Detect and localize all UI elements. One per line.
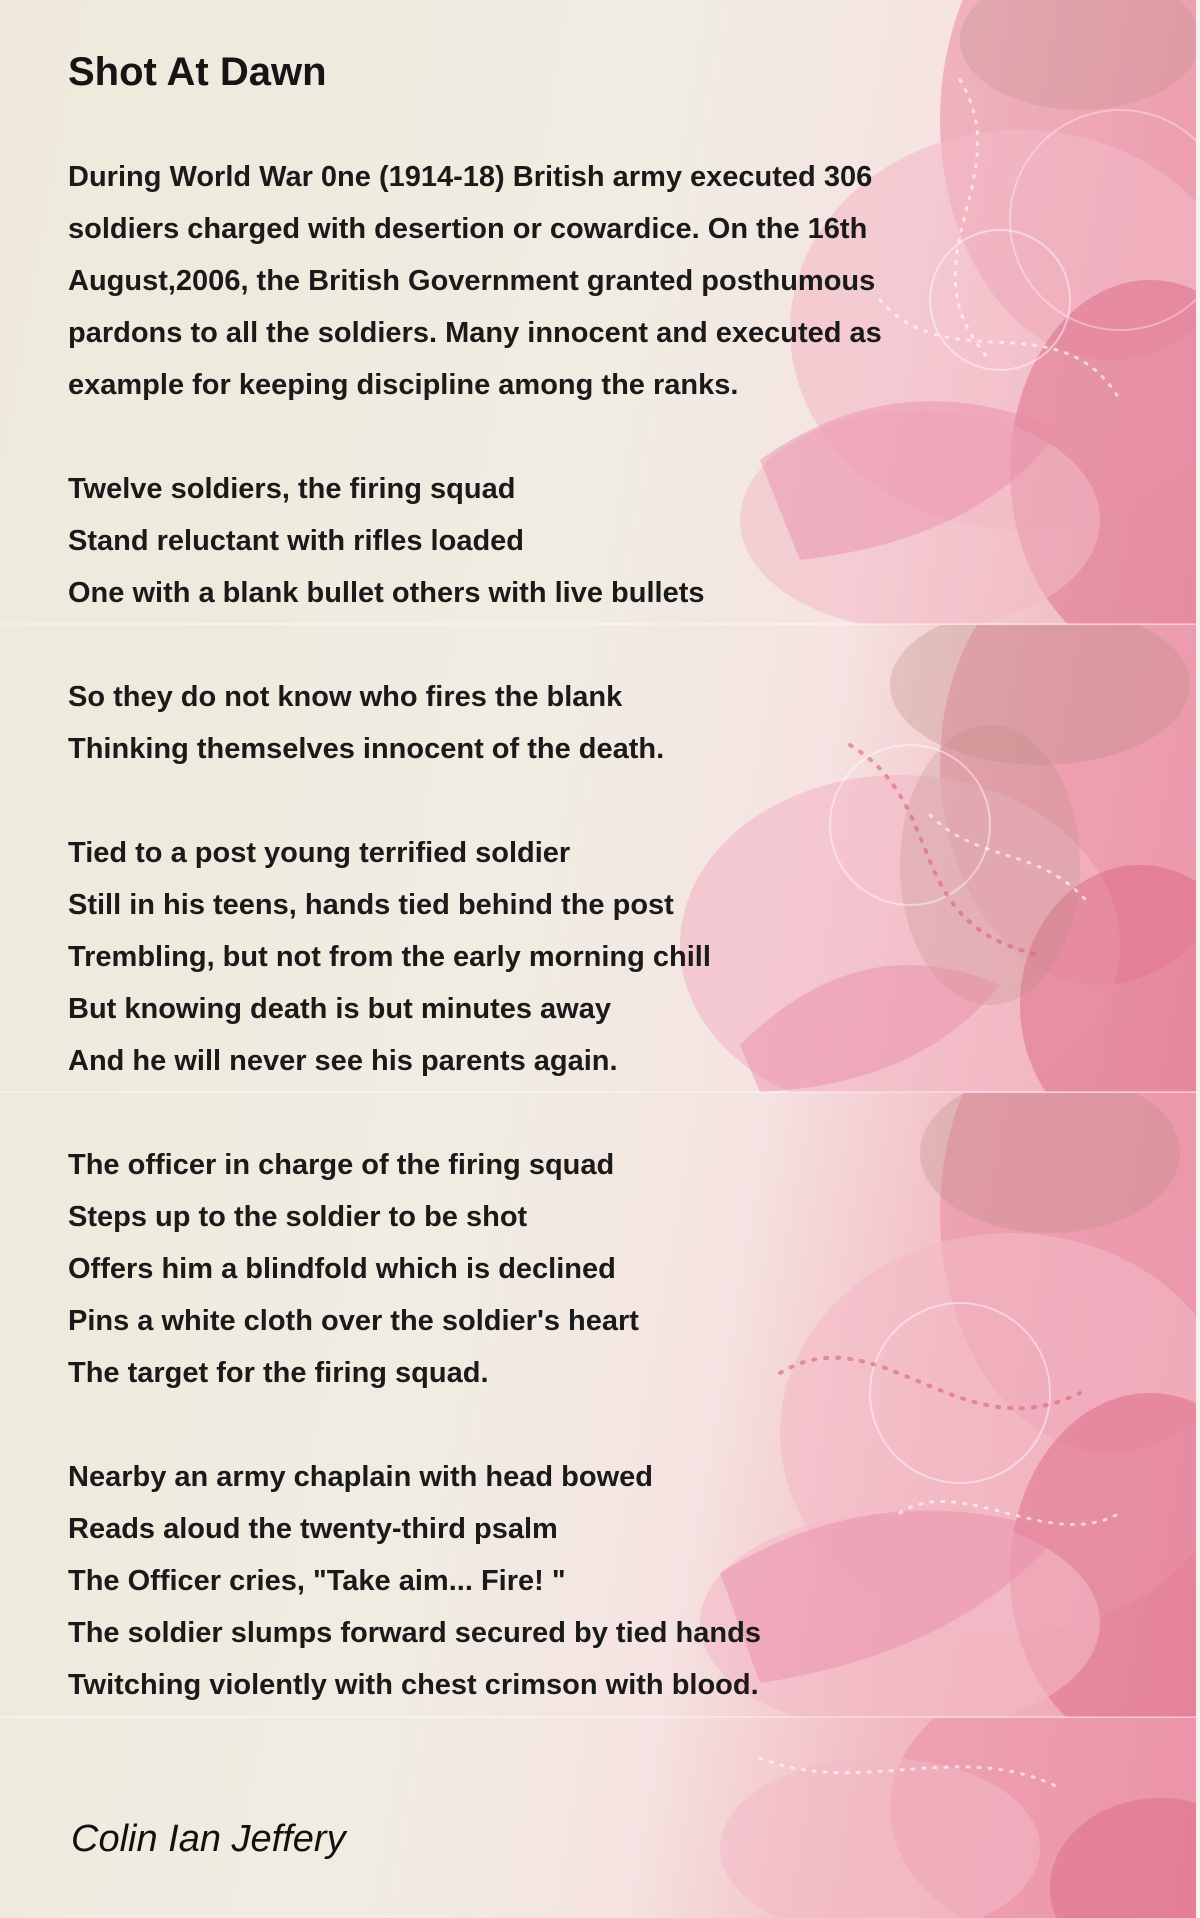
- poem-line: pardons to all the soldiers. Many innocent and executed as: [68, 317, 882, 349]
- poem-line: Pins a white cloth over the soldier's heart: [68, 1305, 639, 1337]
- poem-author: Colin Ian Jeffery: [71, 1818, 346, 1860]
- poem-title: Shot At Dawn: [68, 50, 327, 94]
- page-edge: [1196, 0, 1200, 1918]
- poem-line: Offers him a blindfold which is declined: [68, 1253, 616, 1285]
- poem-line: Reads aloud the twenty-third psalm: [68, 1513, 558, 1545]
- poem-line: One with a blank bullet others with live bullets: [68, 577, 705, 609]
- poem-line: And he will never see his parents again.: [68, 1045, 618, 1077]
- poem-line: Trembling, but not from the early morning chill: [68, 941, 711, 973]
- stanza-break: [68, 1087, 1008, 1139]
- stanza-break: [68, 775, 1008, 827]
- poem-line: The target for the firing squad.: [68, 1357, 489, 1389]
- stanza-break: [68, 411, 1008, 463]
- poem-line: Thinking themselves innocent of the death.: [68, 733, 665, 765]
- poem-line: example for keeping discipline among the ranks.: [68, 369, 739, 401]
- poem-line: The soldier slumps forward secured by tied hands: [68, 1617, 761, 1649]
- poem-line: August,2006, the British Government granted posthumous: [68, 265, 876, 297]
- poem-line: So they do not know who fires the blank: [68, 681, 623, 713]
- poem-line: Still in his teens, hands tied behind the post: [68, 889, 674, 921]
- poem-line: Nearby an army chaplain with head bowed: [68, 1461, 653, 1493]
- poem-line: The Officer cries, "Take aim... Fire! ": [68, 1565, 566, 1597]
- poem-line: soldiers charged with desertion or cowardice. On the 16th: [68, 213, 868, 245]
- poem-body: [68, 151, 1008, 1711]
- stanza-break: [68, 619, 1008, 671]
- poem-line: Twitching violently with chest crimson with blood.: [68, 1669, 759, 1701]
- poem-line: Stand reluctant with rifles loaded: [68, 525, 525, 557]
- poem-line: Tied to a post young terrified soldier: [68, 837, 571, 869]
- poem-line: The officer in charge of the firing squad: [68, 1149, 615, 1181]
- poem-line: During World War 0ne (1914-18) British army executed 306: [68, 161, 873, 193]
- poem-line: Twelve soldiers, the firing squad: [68, 473, 516, 505]
- poem-line: But knowing death is but minutes away: [68, 993, 611, 1025]
- poem-line: Steps up to the soldier to be shot: [68, 1201, 528, 1233]
- stanza-break: [68, 1399, 1008, 1451]
